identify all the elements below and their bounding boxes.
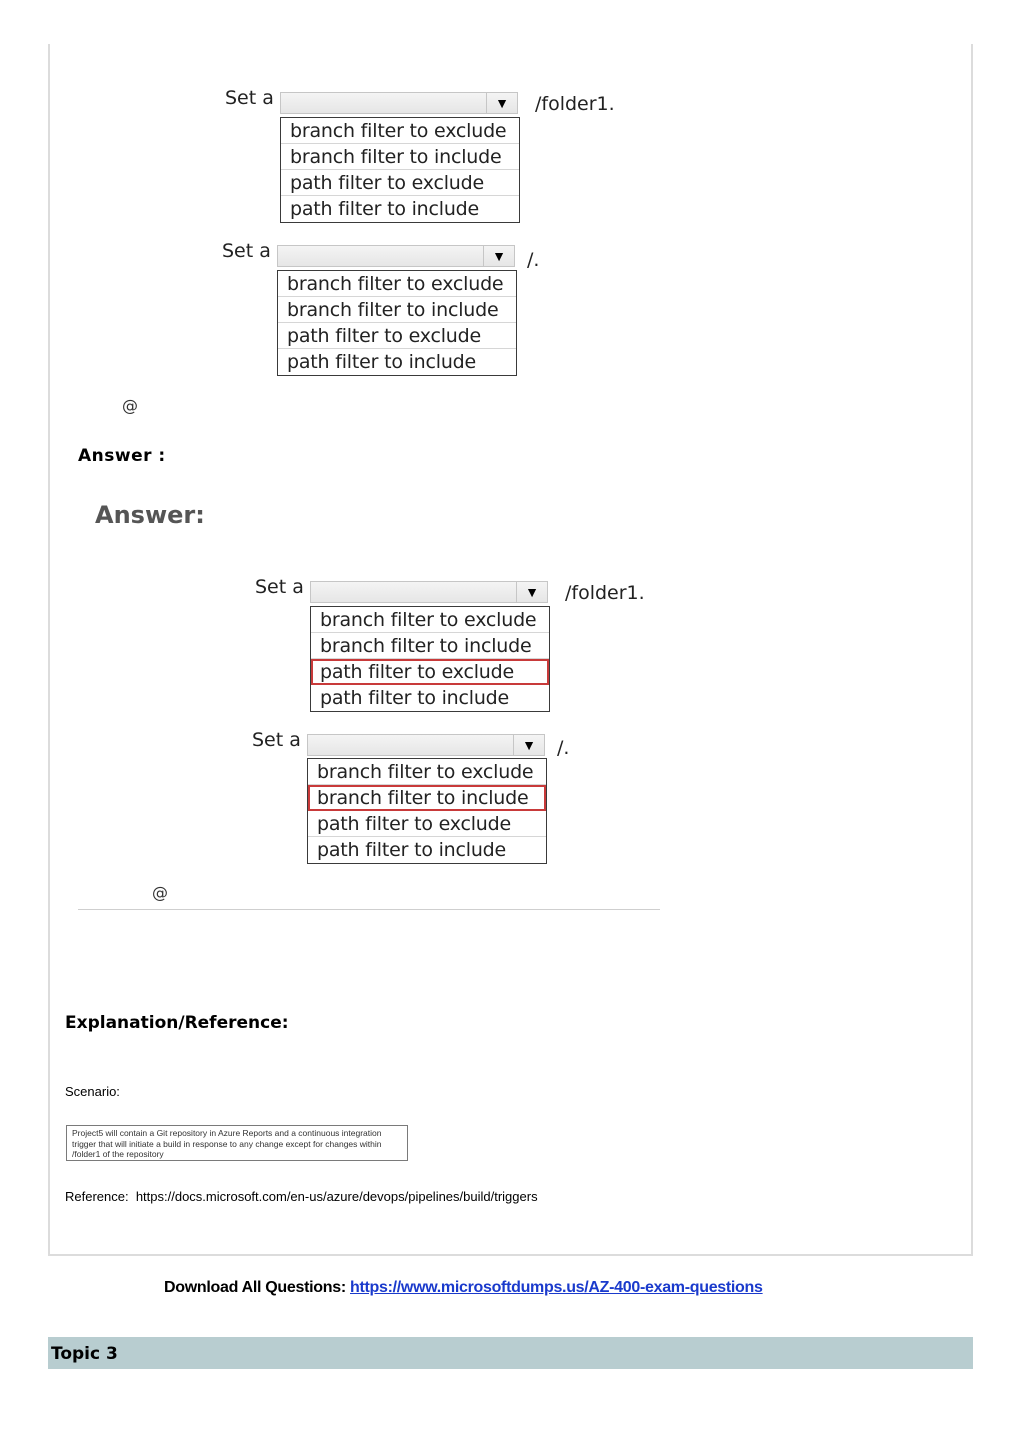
answer-label: Answer : (78, 446, 166, 466)
filter-select[interactable] (310, 581, 548, 603)
explanation-heading: Explanation/Reference: (65, 1013, 289, 1033)
option-branch-include-selected[interactable]: branch filter to include (308, 785, 546, 811)
path-suffix: /folder1. (565, 582, 645, 604)
scenario-box: Project5 will contain a Git repository in Azure Reports and a continuous integration trigger that will initiate a build in response to any change except for changes within /folder1 of the repository (66, 1125, 408, 1161)
dropdown-arrow-icon[interactable]: ▼ (516, 582, 547, 602)
option-branch-exclude[interactable]: branch filter to exclude (308, 759, 546, 785)
set-a-label: Set a (225, 87, 274, 109)
option-path-exclude[interactable]: path filter to exclude (281, 170, 519, 196)
download-footer (164, 1279, 763, 1297)
path-suffix: /. (557, 737, 570, 759)
option-path-include[interactable]: path filter to include (317, 839, 507, 861)
dropdown-arrow-icon[interactable]: ▼ (486, 93, 517, 113)
topic-header: Topic 3 (48, 1337, 973, 1369)
options-list (280, 117, 520, 223)
filter-select[interactable] (280, 92, 518, 114)
option-branch-include[interactable]: branch filter to include (311, 633, 549, 659)
path-suffix: /folder1. (535, 93, 615, 115)
options-list (310, 606, 550, 712)
divider (78, 909, 660, 910)
option-path-include[interactable]: path filter to include (320, 687, 510, 709)
path-suffix: /. (527, 249, 540, 271)
reference-label: Reference: (65, 1189, 129, 1204)
option-branch-include[interactable]: branch filter to include (281, 144, 519, 170)
dropdown-arrow-icon[interactable]: ▼ (513, 735, 544, 755)
dropdown-arrow-icon[interactable]: ▼ (483, 246, 514, 266)
filter-select[interactable] (307, 734, 545, 756)
download-link[interactable]: https://www.microsoftdumps.us/AZ-400-exam-questions (350, 1279, 763, 1296)
set-a-label: Set a (252, 729, 301, 751)
at-symbol: @ (122, 396, 138, 415)
option-branch-exclude[interactable]: branch filter to exclude (311, 607, 549, 633)
reference-url: https://docs.microsoft.com/en-us/azure/devops/pipelines/build/triggers (135, 1189, 538, 1204)
options-list (277, 270, 517, 376)
option-branch-exclude[interactable]: branch filter to exclude (278, 271, 516, 297)
option-path-exclude[interactable]: path filter to exclude (308, 811, 546, 837)
option-branch-include[interactable]: branch filter to include (278, 297, 516, 323)
option-path-include[interactable]: path filter to include (287, 351, 477, 373)
reference-line (65, 1189, 538, 1204)
at-symbol: @ (152, 883, 168, 902)
option-path-include[interactable]: path filter to include (290, 198, 480, 220)
option-branch-exclude[interactable]: branch filter to exclude (281, 118, 519, 144)
set-a-label: Set a (222, 240, 271, 262)
options-list (307, 758, 547, 864)
scenario-label: Scenario: (65, 1084, 120, 1099)
download-label: Download All Questions: (164, 1279, 346, 1296)
option-path-exclude-selected[interactable]: path filter to exclude (311, 659, 549, 685)
filter-select[interactable] (277, 245, 515, 267)
answer-image-title: Answer: (95, 501, 205, 529)
option-path-exclude[interactable]: path filter to exclude (278, 323, 516, 349)
set-a-label: Set a (255, 576, 304, 598)
